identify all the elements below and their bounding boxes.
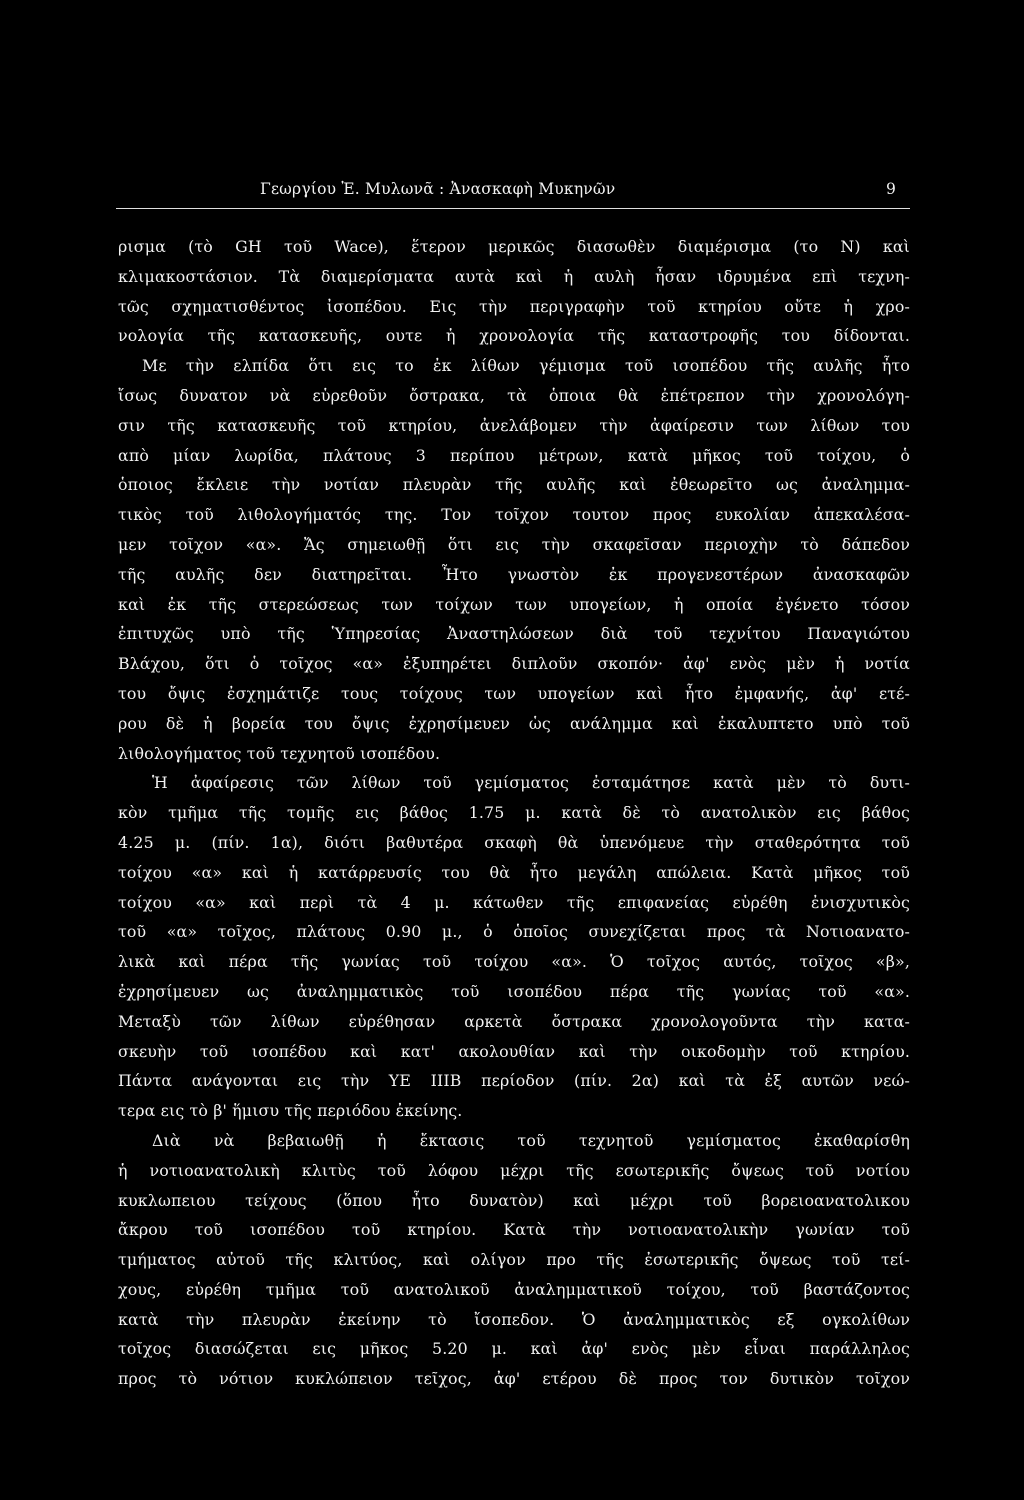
text-line: κυκλωπειου τείχους (ὅπου ἦτο δυνατὸν) καὶ μέχρι τοῦ βορειοανατολικου <box>118 1190 910 1210</box>
text-line: καὶ ἐκ τῆς στερεώσεως των τοίχων των υπογείων, ἡ οποία ἐγένετο τόσον <box>118 594 910 614</box>
text-line: τοίχου «α» καὶ περὶ τὰ 4 μ. κάτωθεν τῆς επιφανείας εὑρέθη ἐνισχυτικὸς <box>118 892 910 912</box>
text-line: τῆς αυλῆς δεν διατηρεῖται. Ἦτο γνωστὸν ἐκ προγενεστέρων ἀνασκαφῶν <box>118 564 910 584</box>
text-line: τικὸς τοῦ λιθολογήματός της. Τον τοῖχον τουτον προς ευκολίαν ἀπεκαλέσα- <box>118 505 910 525</box>
page-number: 9 <box>885 180 896 198</box>
text-line: σιν τῆς κατασκευῆς τοῦ κτηρίου, ἀνελάβομεν τὴν ἀφαίρεσιν των λίθων του <box>118 415 910 435</box>
text-line: λικὰ καὶ πέρα τῆς γωνίας τοῦ τοίχου «α». Ὁ τοῖχος αυτός, τοῖχος «β», <box>118 952 910 972</box>
text-line: λιθολογήματος τοῦ τεχνητοῦ ισοπέδου. <box>118 743 441 763</box>
text-line: του ὄψις ἐσχημάτιζε τους τοίχους των υπογείων καὶ ἦτο ἐμφανής, ἀφ' ετέ- <box>118 683 910 703</box>
text-line: τμήματος αὐτοῦ τῆς κλιτύος, καὶ ολίγον προ τῆς ἐσωτερικῆς ὄψεως τοῦ τεί- <box>118 1250 910 1270</box>
text-line: 4.25 μ. (πίν. 1α), διότι βαθυτέρα σκαφὴ θὰ ὑπενόμευε τὴν σταθερότητα τοῦ <box>118 832 910 852</box>
text-line: ἐπιτυχῶς υπὸ τῆς Ὑπηρεσίας Ἀναστηλώσεων διὰ τοῦ τεχνίτου Παναγιώτου <box>118 624 910 644</box>
text-line: σκευὴν τοῦ ισοπέδου καὶ κατ' ακολουθίαν καὶ τὴν οικοδομὴν τοῦ κτηρίου. <box>118 1041 910 1061</box>
text-line: ρου δὲ ἡ βορεία του ὄψις ἐχρησίμευεν ὡς ανάλημμα καὶ ἐκαλυπτετο υπὸ τοῦ <box>118 713 910 733</box>
text-line: Με τὴν ελπίδα ὅτι εις το ἐκ λίθων γέμισμα τοῦ ισοπέδου τῆς αυλῆς ἦτο <box>142 356 910 376</box>
text-line: ἴσως δυνατον νὰ εὑρεθοῦν ὄστρακα, τὰ ὁποια θὰ ἐπέτρεπον τὴν χρονολόγη- <box>118 385 910 405</box>
text-line: Ἡ ἀφαίρεσις τῶν λίθων τοῦ γεμίσματος ἐσταμάτησε κατὰ μὲν τὸ δυτι- <box>152 773 910 793</box>
running-head-title: Γεωργίου Ἐ. Μυλωνᾶ : Ἀνασκαφὴ Μυκηνῶν <box>260 180 616 198</box>
body-text <box>118 232 910 1394</box>
text-line: μεν τοῖχον «α». Ἄς σημειωθῇ ὅτι εις τὴν σκαφεῖσαν περιοχὴν τὸ δάπεδον <box>118 534 910 554</box>
text-line: Βλάχου, ὅτι ὁ τοῖχος «α» ἐξυπηρέτει διπλοῦν σκοπόν· ἀφ' ενὸς μὲν ἡ νοτία <box>118 654 910 674</box>
text-line: τερα εις τὸ β' ἥμισυ τῆς περιόδου ἐκείνης. <box>118 1101 463 1121</box>
text-line: ρισμα (τὸ GH τοῦ Wace), ἕτερον μερικῶς διασωθὲν διαμέρισμα (το Ν) καὶ <box>118 237 910 256</box>
text-line: προς τὸ νότιον κυκλώπειον τεῖχος, ἀφ' ετέρου δὲ προς τον δυτικὸν τοῖχον <box>118 1369 910 1389</box>
running-head <box>116 180 910 204</box>
text-line: ἄκρου τοῦ ισοπέδου τοῦ κτηρίου. Κατὰ τὴν νοτιοανατολικὴν γωνίαν τοῦ <box>118 1220 910 1240</box>
text-line: τοίχου «α» καὶ ἡ κατάρρευσίς του θὰ ἦτο μεγάλη απώλεια. Κατὰ μῆκος τοῦ <box>118 862 910 882</box>
text-line: τῶς σχηματισθέντος ἰσοπέδου. Εις τὴν περιγραφὴν τοῦ κτηρίου οὔτε ἡ χρο- <box>118 296 910 316</box>
text-line: Μεταξὺ τῶν λίθων εὑρέθησαν αρκετὰ ὄστρακα χρονολογοῦντα τὴν κατα- <box>118 1011 910 1031</box>
text-line: ἐχρησίμευεν ως ἀναλημματικὸς τοῦ ισοπέδου πέρα τῆς γωνίας τοῦ «α». <box>118 981 910 1001</box>
text-line: Πάντα ανάγονται εις τὴν ΥΕ ΙΙΙΒ περίοδον (πίν. 2α) καὶ τὰ ἐξ αυτῶν νεώ- <box>118 1071 910 1091</box>
text-line: τοῖχος διασώζεται εις μῆκος 5.20 μ. καὶ ἀφ' ενὸς μὲν εἶναι παράλληλος <box>118 1339 910 1359</box>
text-line: απὸ μίαν λωρίδα, πλάτους 3 περίπου μέτρων, κατὰ μῆκος τοῦ τοίχου, ὁ <box>118 445 910 465</box>
text-line: νολογία τῆς κατασκευῆς, ουτε ἡ χρονολογία τῆς καταστροφῆς του δίδονται. <box>118 326 910 346</box>
text-line: κλιμακοστάσιον. Τὰ διαμερίσματα αυτὰ καὶ ἡ αυλὴ ἦσαν ιδρυμένα επὶ τεχνη- <box>118 266 910 286</box>
text-line: χους, εὑρέθη τμῆμα τοῦ ανατολικοῦ ἀναλημματικοῦ τοίχου, τοῦ βαστάζοντος <box>118 1279 910 1299</box>
text-line: τοῦ «α» τοῖχος, πλάτους 0.90 μ., ὁ ὁποῖος συνεχίζεται προς τὰ Νοτιοανατο- <box>118 922 910 942</box>
text-line: ἡ νοτιοανατολικὴ κλιτὺς τοῦ λόφου μέχρι τῆς εσωτερικῆς ὄψεως τοῦ νοτίου <box>118 1160 910 1180</box>
text-line: κὸν τμῆμα τῆς τομῆς εις βάθος 1.75 μ. κατὰ δὲ τὸ ανατολικὸν εις βάθος <box>118 803 910 823</box>
text-line: ὁποιος ἔκλειε τὴν νοτίαν πλευρὰν τῆς αυλῆς καὶ ἐθεωρεῖτο ως ἀναλημμα- <box>118 475 910 495</box>
header-rule <box>116 208 910 209</box>
text-line: Διὰ νὰ βεβαιωθῇ ἡ ἔκτασις τοῦ τεχνητοῦ γεμίσματος ἐκαθαρίσθη <box>152 1130 910 1150</box>
text-line: κατὰ τὴν πλευρὰν ἐκείνην τὸ ἴσοπεδον. Ὁ ἀναλημματικὸς εξ ογκολίθων <box>118 1309 910 1329</box>
